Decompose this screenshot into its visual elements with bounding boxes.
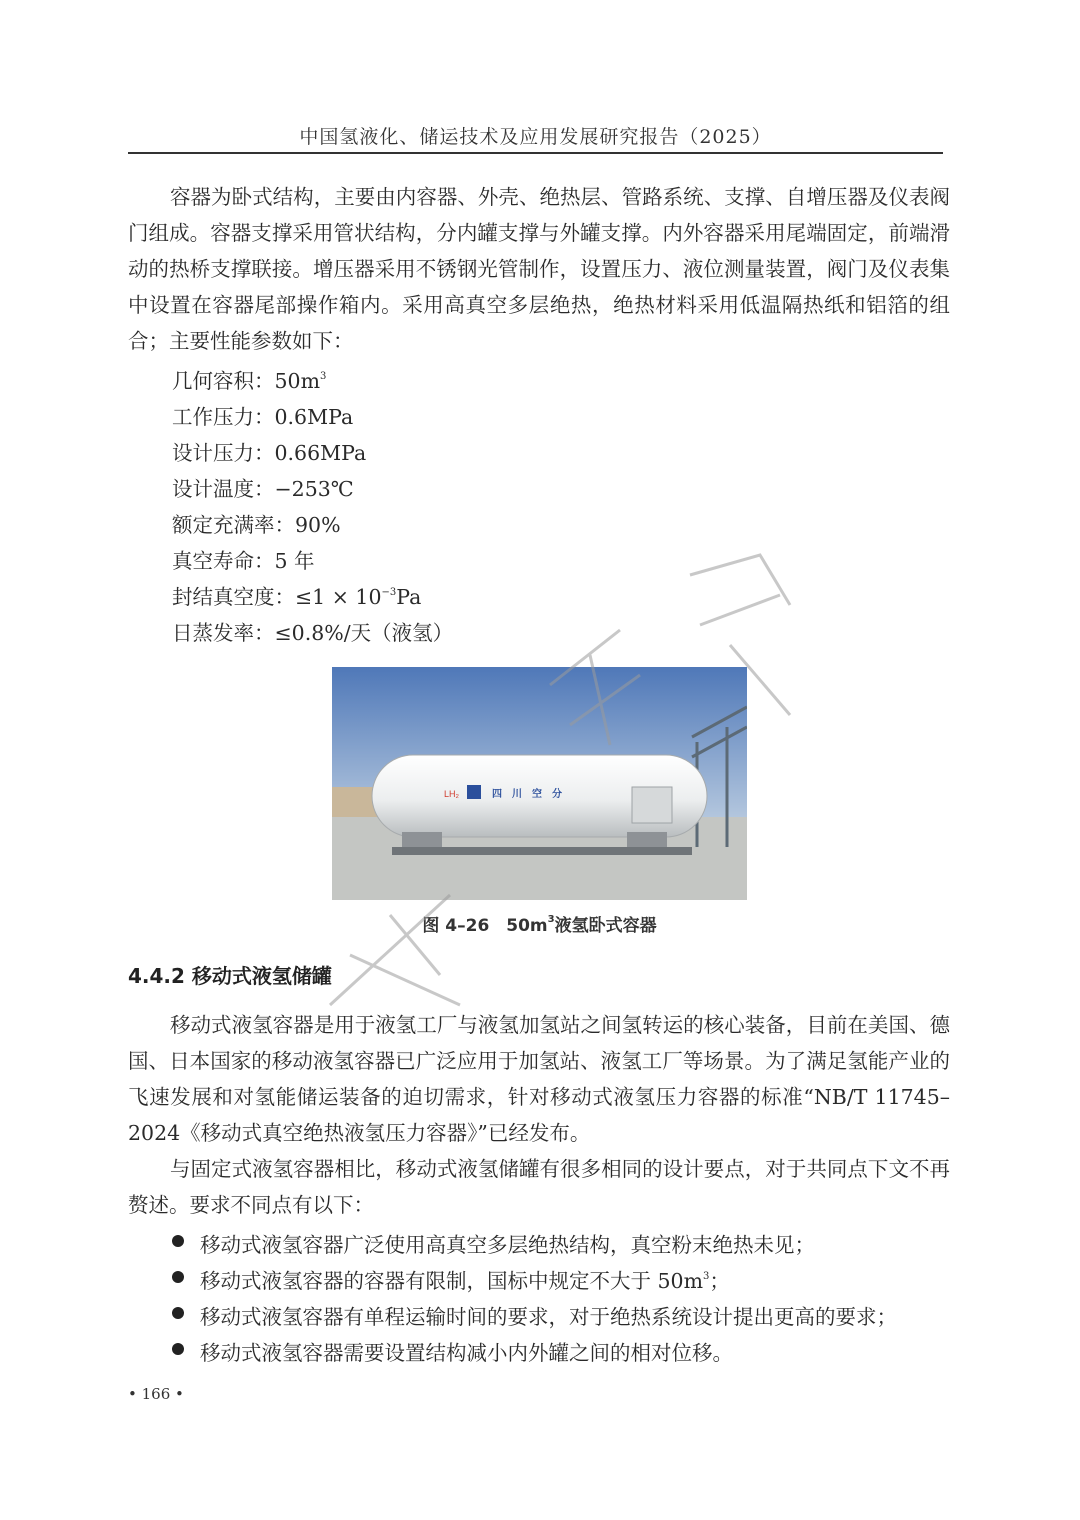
list-item-sup: 3 <box>703 1271 710 1282</box>
tank-label-company: 四 川 空 分 <box>492 789 562 800</box>
section-paragraph-2: 与固定式液氢容器相比，移动式液氢储罐有很多相同的设计要点，对于共同点下文不再赘述。要求不同点有以下： <box>128 1157 950 1217</box>
caption-prefix: 图 4–26 50m <box>422 916 548 936</box>
parameter-label: 额定充满率： <box>172 513 295 537</box>
section-title: 4.4.2 移动式液氢储罐 <box>128 964 332 988</box>
parameter-label: 封结真空度： <box>172 585 295 609</box>
list-item <box>172 1259 897 1295</box>
tank-photo-illustration <box>332 667 747 900</box>
parameter-value: 90% <box>295 513 341 537</box>
parameter-label: 几何容积： <box>172 369 275 393</box>
valve-box <box>632 787 672 823</box>
parameter-value: 0.66MPa <box>274 441 367 465</box>
intro-paragraph: 容器为卧式结构，主要由内容器、外壳、绝热层、管路系统、支撑、自增压器及仪表阀门组成。容器支撑采用管状结构，分内罐支撑与外罐支撑。内外容器采用尾端固定，前端滑动的热桥支撑联接。增压器采用不锈钢光管制作，设置压力、液位测量装置，阀门及仪表集中设置在容器尾部操作箱内。采用高真空多层绝热，绝热材料采用低温隔热纸和铝箔的组合；主要性能参数如下： <box>128 185 950 353</box>
parameter-label: 日蒸发率： <box>172 621 275 645</box>
parameter-item <box>172 611 453 647</box>
parameter-label: 真空寿命： <box>172 549 275 573</box>
list-item-tail: ； <box>709 1269 730 1293</box>
parameter-label: 设计压力： <box>172 441 275 465</box>
parameter-list <box>172 359 453 647</box>
list-item-text: 移动式液氢容器有单程运输时间的要求，对于绝热系统设计提出更高的要求； <box>200 1305 897 1329</box>
parameter-tail: Pa <box>396 585 422 609</box>
caption-suffix: 液氢卧式容器 <box>554 916 657 936</box>
tank-photo <box>332 667 747 900</box>
page-number: • 166 • <box>128 1385 184 1403</box>
parameter-sup: −3 <box>381 587 397 598</box>
requirements-list <box>172 1223 897 1367</box>
parameter-item <box>172 539 453 575</box>
base-frame <box>392 847 692 855</box>
parameter-item <box>172 395 453 431</box>
bullet-icon <box>172 1343 184 1355</box>
parameter-item <box>172 431 453 467</box>
parameter-item <box>172 467 453 503</box>
parameter-value: 5 年 <box>274 549 315 573</box>
list-item-text: 移动式液氢容器广泛使用高真空多层绝热结构，真空粉末绝热未见； <box>200 1233 815 1257</box>
parameter-label: 设计温度： <box>172 477 275 501</box>
parameter-item <box>172 575 453 611</box>
list-item-text: 移动式液氢容器需要设置结构减小内外罐之间的相对位移。 <box>200 1341 733 1365</box>
caption-sup: 3 <box>547 914 555 925</box>
section-paragraph-1: 移动式液氢容器是用于液氢工厂与液氢加氢站之间氢转运的核心装备，目前在美国、德国、日本国家的移动液氢容器已广泛应用于加氢站、液氢工厂等场景。为了满足氢能产业的飞速发展和对氢能储运装备的迫切需求，针对移动式液氢压力容器的标准“NB/T 11745–2024《移动式真空绝热液氢压力容器》”已经发布。 <box>128 1013 950 1145</box>
list-item <box>172 1331 897 1367</box>
parameter-label: 工作压力： <box>172 405 275 429</box>
figure-caption <box>332 911 747 936</box>
parameter-value: 50m <box>274 369 321 393</box>
list-item <box>172 1223 897 1259</box>
list-item-text: 移动式液氢容器的容器有限制，国标中规定不大于 50m <box>200 1269 704 1293</box>
list-item <box>172 1295 897 1331</box>
running-header: 中国氢液化、储运技术及应用发展研究报告（2025） <box>299 126 772 148</box>
company-logo-icon <box>467 785 481 799</box>
parameter-value: ≤1 × 10 <box>295 585 382 609</box>
parameter-item <box>172 503 453 539</box>
parameter-item <box>172 359 453 395</box>
bullet-icon <box>172 1271 184 1283</box>
parameter-value: ≤0.8%/天（液氢） <box>274 621 454 645</box>
parameter-value: −253℃ <box>274 477 354 501</box>
tank-label-lh2: LH₂ <box>444 789 459 799</box>
parameter-value: 0.6MPa <box>274 405 354 429</box>
header-rule <box>128 152 943 154</box>
bullet-icon <box>172 1235 184 1247</box>
parameter-sup: 3 <box>320 371 327 382</box>
bullet-icon <box>172 1307 184 1319</box>
